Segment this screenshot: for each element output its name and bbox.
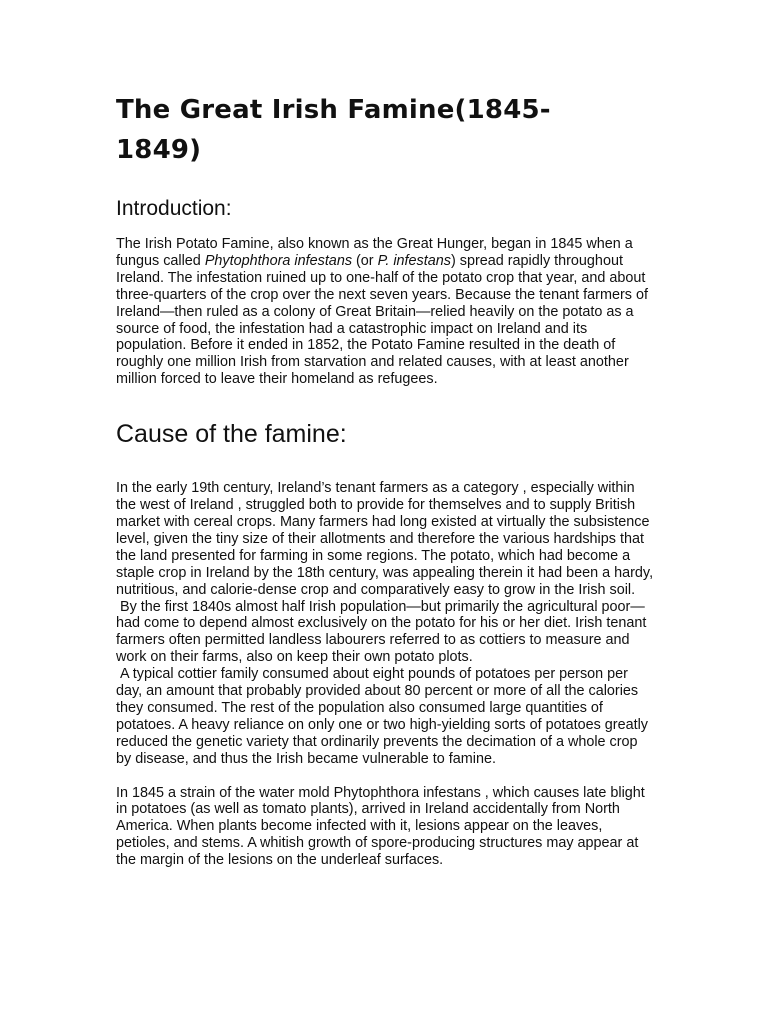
- cause-paragraph-2: By the first 1840s almost half Irish population—but primarily the agricultural poor—had come to depend almost exclusively on the potato for his or her diet. Irish tenant farmers often permitted landless labourers referred to as cottiers to measure and work on their farms, also on keep their own potato plots.: [116, 598, 647, 666]
- intro-text-1: The Irish Potato Famine, also known as the Great Hunger, began in 1845 when a fungus called: [116, 236, 633, 269]
- intro-text-3: ) spread rapidly throughout Ireland. The infestation ruined up to one-half of the potato crop that year, and about three-quarters of the crop over the next seven years. Because the tenant farmers of Ireland—then ruled as a colony of Great Britain—relied heavily on the potato as a source of food, the infestation had a catastrophic impact on Ireland and its population. Before it ended in 1852, the Potato Famine resulted in the death of roughly one million Irish from starvation and related causes, with at least another million forced to leave their homeland as refugees.: [116, 252, 648, 388]
- document-page: [116, 90, 656, 869]
- intro-species-abbrev: P. infestans: [377, 252, 451, 269]
- title-line-1: The Great Irish Famine(1845-: [116, 95, 551, 125]
- introduction-paragraph: [116, 236, 656, 388]
- intro-species-name: Phytophthora infestans: [204, 252, 353, 269]
- cause-paragraph-3: A typical cottier family consumed about eight pounds of potatoes per person per day, an amount that probably provided about 80 percent or more of all the calories they consumed. The rest of the population also consumed large quantities of potatoes. A heavy reliance on only one or two high-yielding sorts of potatoes greatly reduced the genetic variety that ordinarily prevents the decimation of a whole crop by disease, and thus the Irish became vulnerable to famine.: [116, 666, 648, 767]
- document-title: [116, 90, 656, 170]
- cause-heading: Cause of the famine:: [116, 420, 347, 449]
- introduction-heading: Introduction:: [116, 197, 232, 220]
- cause-paragraph-1: In the early 19th century, Ireland’s tenant farmers as a category , especially within the west of Ireland , struggled both to provide for themselves and to supply British market with cereal crops. Many farmers had long existed at virtually the subsistence level, given the tiny size of their allotments and therefore the various hardships that the land presented for farming in some regions. The potato, which had become a staple crop in Ireland by the 18th century, was appealing therein it had been a hardy, nutritious, and calorie-dense crop and comparatively easy to grow in the Irish soil.: [116, 480, 654, 598]
- intro-text-2: (or: [352, 252, 378, 269]
- cause-paragraph-4: In 1845 a strain of the water mold Phytophthora infestans , which causes late blight in potatoes (as well as tomato plants), arrived in Ireland accidentally from North America. When plants become infected with it, lesions appear on the leaves, petioles, and stems. A whitish growth of spore-producing structures may appear at the margin of the lesions on the underleaf surfaces.: [116, 784, 645, 869]
- title-line-2: 1849): [116, 135, 202, 165]
